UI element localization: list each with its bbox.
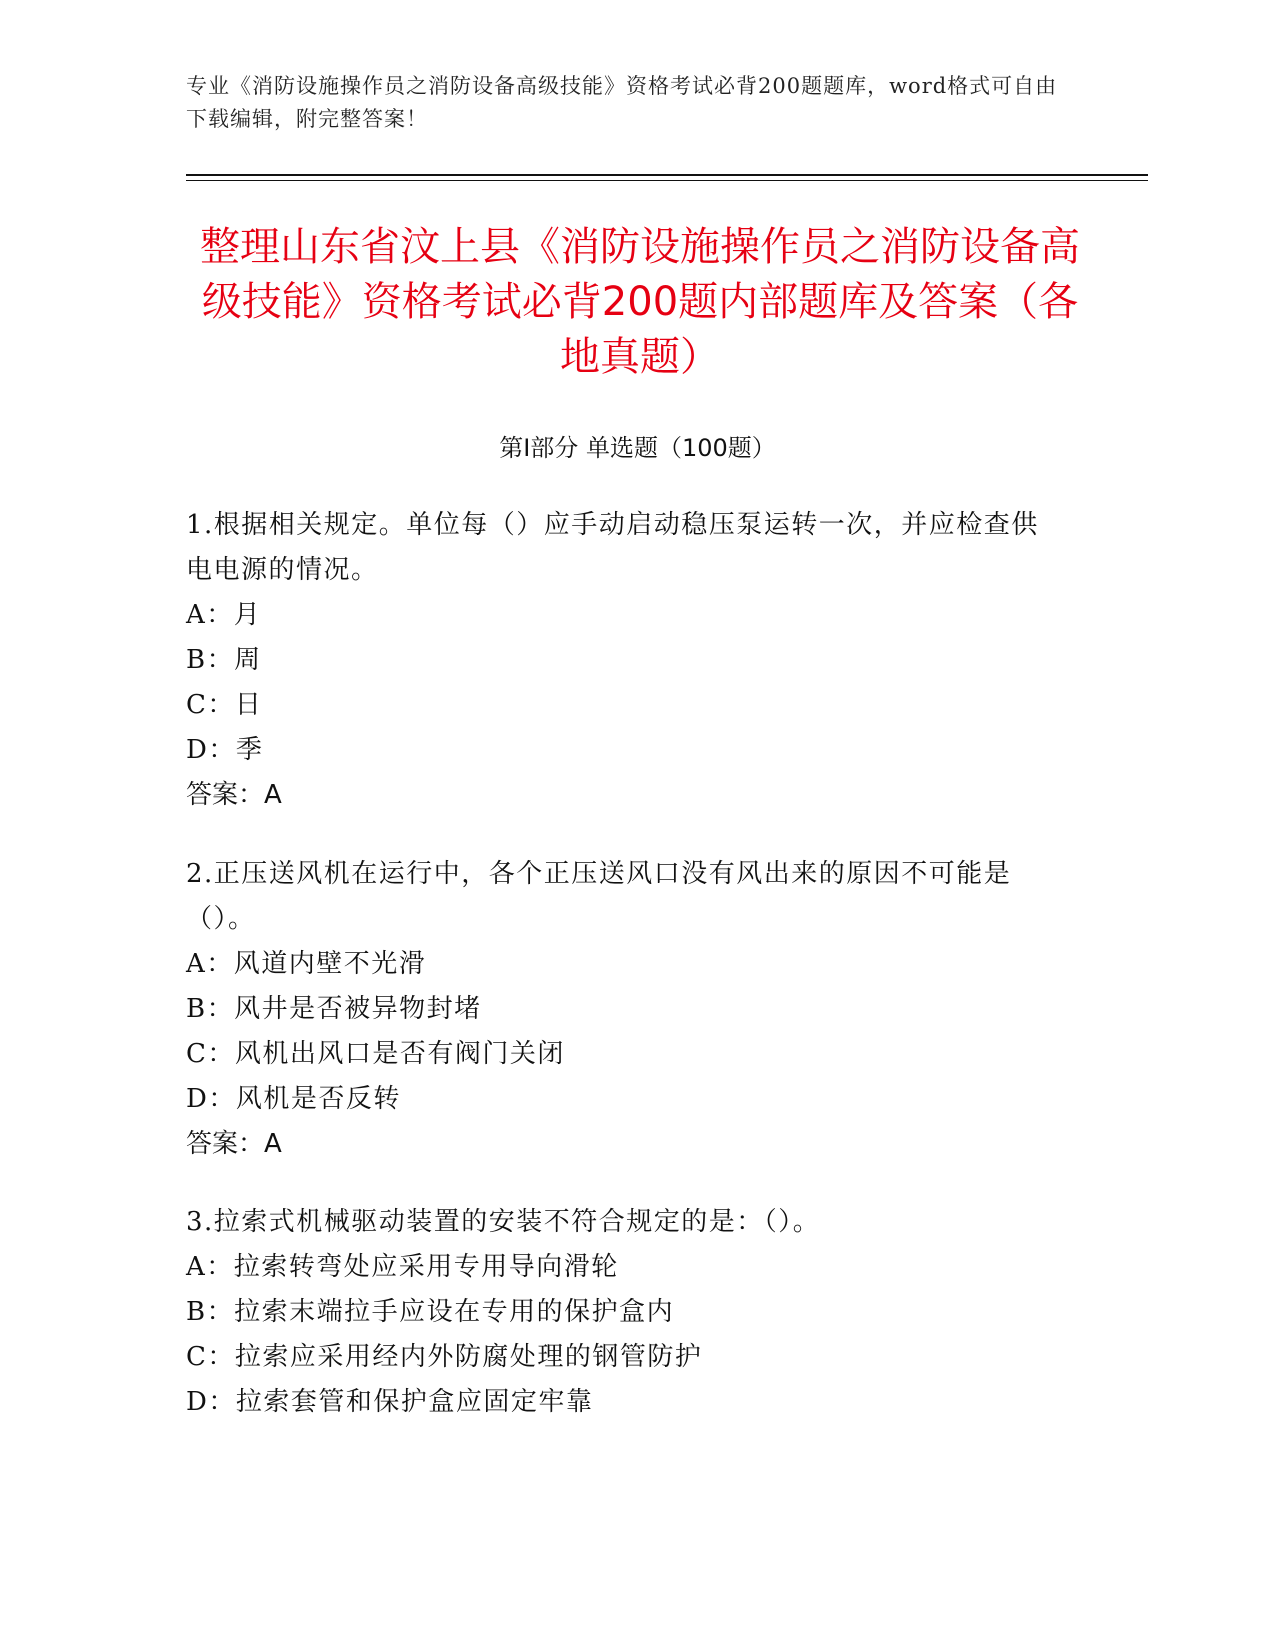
- option-b: B：周: [186, 645, 262, 675]
- option-d: D：季: [186, 735, 264, 765]
- option-a: A：拉索转弯处应采用专用导向滑轮: [186, 1252, 619, 1282]
- question-stem: 2.正压送风机在运行中，各个正压送风口没有风出来的原因不可能是（）。: [186, 859, 1012, 934]
- question-3: [186, 1200, 1066, 1425]
- header-note: 专业《消防设施操作员之消防设备高级技能》资格考试必背200题题库，word格式可自由下载编辑，附完整答案！: [186, 74, 1058, 131]
- option-a: A：风道内壁不光滑: [186, 949, 427, 979]
- option-c: C：拉索应采用经内外防腐处理的钢管防护: [186, 1342, 703, 1372]
- option-a: A：月: [186, 600, 262, 630]
- question-2: [186, 852, 1066, 1167]
- option-b: B：拉索末端拉手应设在专用的保护盒内: [186, 1297, 675, 1327]
- question-stem: 3.拉索式机械驱动装置的安装不符合规定的是：（）。: [186, 1207, 821, 1237]
- answer: 答案：A: [186, 780, 282, 810]
- option-d: D：风机是否反转: [186, 1084, 401, 1114]
- answer: 答案：A: [186, 1129, 282, 1159]
- option-c: C：风机出风口是否有阀门关闭: [186, 1039, 565, 1069]
- section-title: 第Ⅰ部分 单选题（100题）: [499, 434, 776, 462]
- header-divider-thick: [186, 174, 1148, 176]
- option-b: B：风井是否被异物封堵: [186, 994, 482, 1024]
- question-stem: 1.根据相关规定。单位每（）应手动启动稳压泵运转一次，并应检查供电电源的情况。: [186, 510, 1039, 585]
- option-d: D：拉索套管和保护盒应固定牢靠: [186, 1387, 594, 1417]
- question-1: [186, 503, 1066, 818]
- option-c: C：日: [186, 690, 263, 720]
- document-title: 整理山东省汶上县《消防设施操作员之消防设备高级技能》资格考试必背200题内部题库及答案（各地真题）: [200, 224, 1080, 380]
- header-divider-thin: [186, 180, 1148, 181]
